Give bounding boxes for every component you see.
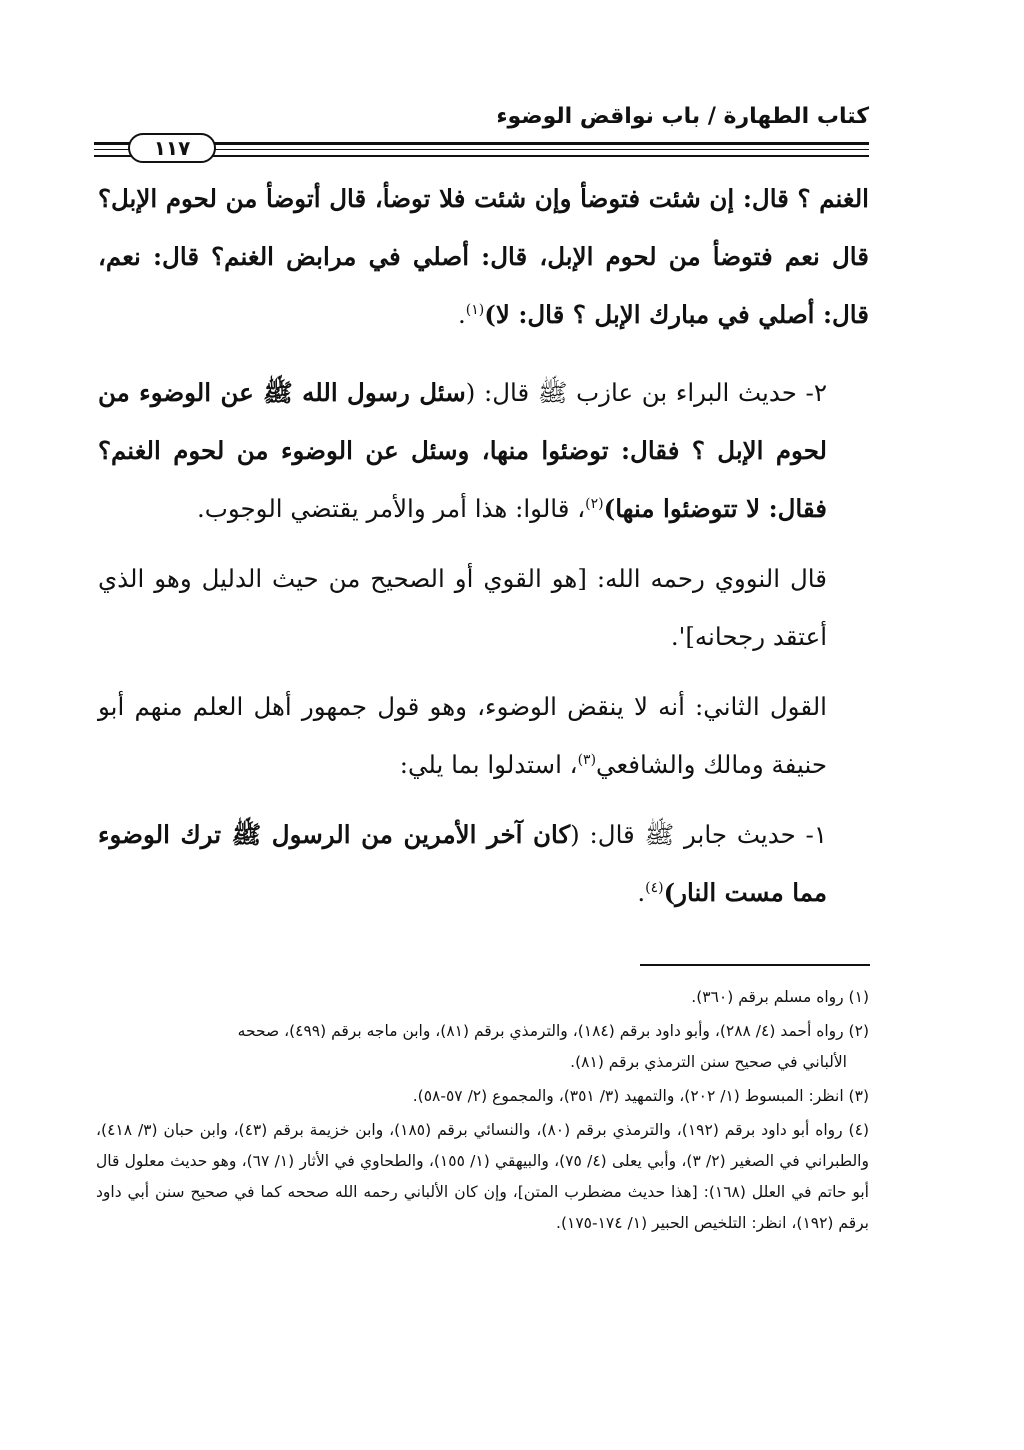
- footnote-4-line-2: حبان (٣/ ٤١٨)، والطبراني في الصغير (٢/ ٣)، وأبي يعلى (٤/ ٧٥)، والبيهقي (١/ ١٥٥)، والطحاوي في: [96, 1121, 869, 1170]
- paragraph-hadith-continuation: [98, 170, 869, 344]
- paragraph-end-mark: .: [637, 878, 646, 907]
- footnote-ref-3: (٣): [577, 751, 597, 768]
- paragraph-second-opinion: [98, 678, 869, 794]
- paragraph-hadith-bara: [98, 364, 869, 538]
- hadith-jabir-intro: ١- حديث جابر ﷺ قال: (: [570, 820, 827, 849]
- second-opinion-tail: ، استدلوا بما يلي:: [399, 750, 578, 779]
- footnote-ref-4: (٤): [645, 879, 664, 896]
- footnote-3: (٣) انظر: المبسوط (١/ ٢٠٢)، والتمهيد (٣/ ٣٥١)، والمجموع (٢/ ٥٧-٥٨).: [412, 1087, 869, 1105]
- footnote-4-line-3: الأثار (١/ ٦٧)، وهو حديث معلول قال أبو حاتم في العلل (١٦٨): [هذا حديث مضطرب المتن]، وإن كان: [96, 1152, 869, 1201]
- page-number: [128, 133, 216, 163]
- paragraph-nawawi-quote: [98, 550, 869, 666]
- nawawi-quote-text: قال النووي رحمه الله: [هو القوي أو الصحيح من حيث الدليل وهو الذي أعتقد رجحانه]'.: [98, 564, 827, 651]
- hadith-jabir-quote: كان آخر الأمرين من الرسول ﷺ ترك الوضوء مما مست النار): [98, 820, 827, 907]
- footnote-2-line-2: الألباني في صحيح سنن الترمذي برقم (٨١).: [570, 1053, 847, 1071]
- hadith-bara-tail: ، قالوا: هذا أمر والأمر يقتضي الوجوب.: [197, 494, 586, 523]
- main-text: [98, 170, 869, 934]
- footnote-4: [96, 1115, 869, 1239]
- second-opinion-text: القول الثاني: أنه لا ينقض الوضوء، وهو قول جمهور أهل العلم منهم أبو حنيفة ومالك والشافعي: [98, 692, 827, 779]
- paragraph-end-mark: .: [457, 300, 466, 329]
- hadith-quote-bold: الغنم ؟ قال: إن شئت فتوضأ وإن شئت فلا توضأ، قال أتوضأ من لحوم الإبل؟ قال نعم فتوضأ من لحوم الإبل، قال: أصلي في مرابض الغنم؟ قال: نعم، قال: أصلي في مبارك الإبل ؟ قال: لا): [98, 184, 869, 329]
- footnotes: [96, 982, 869, 1242]
- footnote-2: [96, 1016, 869, 1078]
- hadith-bara-quote: سئل رسول الله ﷺ عن الوضوء من لحوم الإبل ؟ فقال: توضئوا منها، وسئل عن الوضوء من لحوم الغنم؟ فقال: لا تتوضئوا منها): [98, 378, 827, 523]
- hadith-bara-intro: ٢- حديث البراء بن عازب ﷺ قال: (: [465, 378, 827, 407]
- footnote-ref-1: (١): [465, 301, 485, 318]
- footnote-1: (١) رواه مسلم برقم (٣٦٠).: [691, 988, 869, 1006]
- footnote-2-line-1: (٢) رواه أحمد (٤/ ٢٨٨)، وأبو داود برقم (١٨٤)، والترمذي برقم (٨١)، وابن ماجه برقم (٤٩٩)، صححه: [237, 1022, 869, 1040]
- footnote-4-line-1: (٤) رواه أبو داود برقم (١٩٢)، والترمذي برقم (٨٠)، والنسائي برقم (١٨٥)، وابن خزيمة برقم (٤٣)، وابن: [199, 1121, 869, 1139]
- footnote-separator: [640, 964, 870, 966]
- page-number-text: ١١٧: [153, 136, 191, 160]
- paragraph-hadith-jabir: [98, 806, 869, 922]
- footnote-4-line-4: الألباني رحمه الله صححه كما في صحيح سنن أبي داود برقم (١٩٢)، انظر: التلخيص الحبير (١/ ١٧٤-١٧٥).: [96, 1183, 869, 1232]
- running-header-title: كتاب الطهارة / باب نواقض الوضوء: [496, 104, 869, 129]
- footnote-ref-2: (٢): [585, 495, 604, 512]
